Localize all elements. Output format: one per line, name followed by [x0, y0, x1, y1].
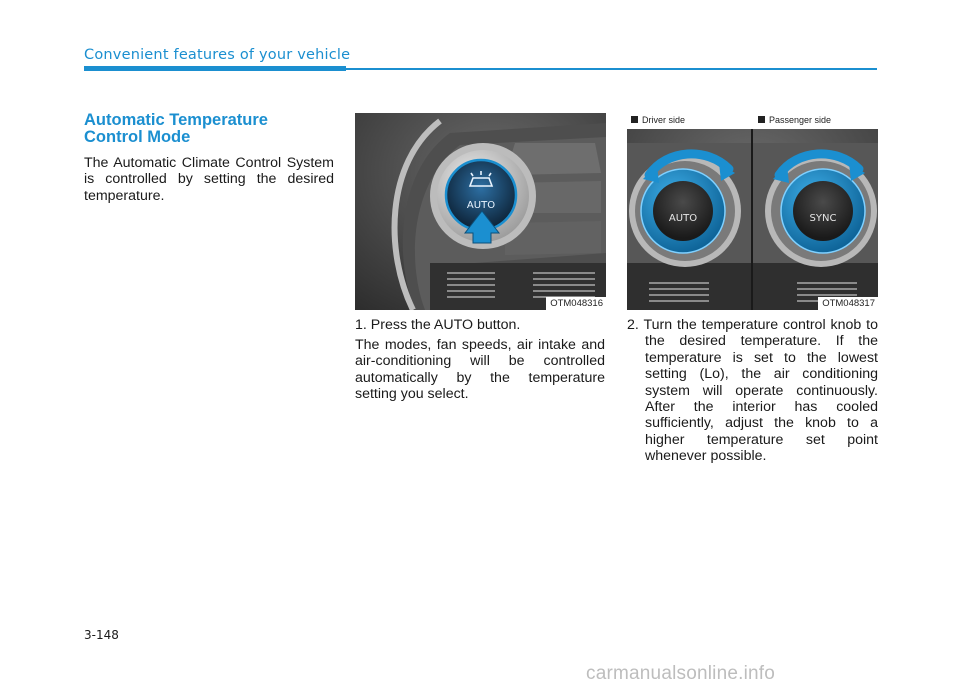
- temperature-knobs-illustration: [627, 113, 878, 310]
- figure-code: OTM048316: [546, 297, 606, 310]
- figure-code: OTM048317: [818, 297, 878, 310]
- section-heading: [84, 112, 314, 146]
- left-knob-label: AUTO: [668, 213, 698, 224]
- passenger-side-label: [758, 114, 831, 126]
- header-rule-thin: [346, 68, 877, 70]
- figure-auto-button: [355, 113, 606, 310]
- section-header-title: Convenient features of your vehicle: [84, 47, 351, 63]
- step-2-text: 2. Turn the temperature control knob to the desired temperature. If the temperature is set to the lowest setting (Lo), the air conditioning system will operate continuously. After the interior has cooled sufficiently, adjust the knob to a higher temperature set point whenever possible.: [627, 317, 878, 465]
- intro-paragraph: The Automatic Climate Control System is controlled by setting the desired temperature.: [84, 155, 334, 204]
- driver-side-label: [631, 114, 685, 126]
- driver-side-text: Driver side: [642, 115, 686, 125]
- step-1-description: The modes, fan speeds, air intake and air-conditioning will be controlled automatically by the temperature setting you select.: [355, 337, 605, 403]
- auto-button-label: AUTO: [466, 200, 496, 211]
- section-heading-line-2: Control Mode: [84, 128, 191, 146]
- passenger-side-text: Passenger side: [769, 115, 832, 125]
- right-knob-label: SYNC: [809, 213, 837, 224]
- section-heading-line-1: Automatic Temperature: [84, 111, 268, 129]
- square-bullet-icon: [758, 116, 765, 123]
- auto-button-illustration: [355, 113, 606, 310]
- page-number: 3-148: [84, 628, 119, 642]
- figure-temperature-knobs: [627, 113, 878, 310]
- watermark: carmanualsonline.info: [586, 663, 776, 684]
- header-rule-thick: [84, 66, 346, 71]
- square-bullet-icon: [631, 116, 638, 123]
- step-1-title: 1. Press the AUTO button.: [355, 317, 521, 333]
